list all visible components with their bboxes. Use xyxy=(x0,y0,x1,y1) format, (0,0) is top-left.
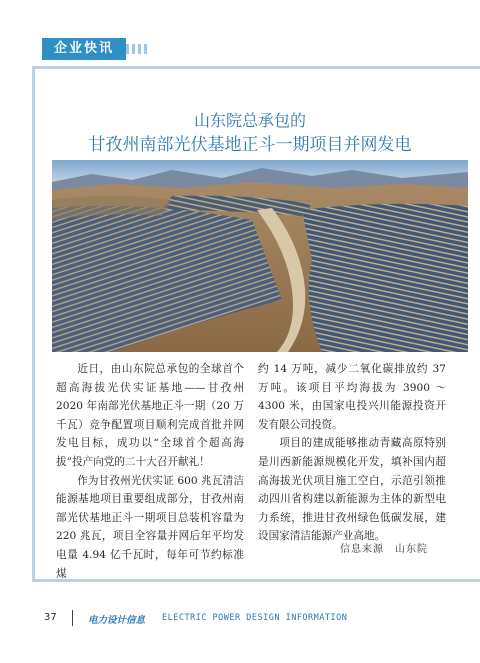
section-tag: 企业快讯 xyxy=(42,38,126,60)
article-title-line2: 甘孜州南部光伏基地正斗一期项目并网发电 xyxy=(88,135,412,155)
page-footer xyxy=(40,612,460,628)
article-column-right xyxy=(258,360,446,546)
article-paragraph: 项目的建成能够推动青藏高原特别是川西新能源规模化开发，填补国内超高海拔光伏项目施工空白，示范引领推动四川省构建以新能源为主体的新型电力系统，推进甘孜州绿色低碳发展，建设国家清洁能源产业高地。 xyxy=(258,437,446,543)
article-paragraph: 作为甘孜州光伏实证 600 兆瓦清洁能源基地项目重要组成部分，甘孜州南部光伏基地正斗一期项目总装机容量为 220 兆瓦，项目全容量并网后年平均发电量 4.94 亿千瓦时，每年可节约标准煤 xyxy=(56,474,244,580)
solar-farm-photo xyxy=(52,160,468,352)
page-number: 37 xyxy=(44,612,57,623)
magazine-name-cn: 电力设计信息 xyxy=(88,615,146,626)
footer-divider xyxy=(72,610,73,626)
article-title-line1: 山东院总承包的 xyxy=(193,111,306,130)
section-tag-decoration xyxy=(126,44,148,54)
article-paragraph-continued: 约 14 万吨，减少二氧化碳排放约 37 万吨。该项目平均海拔为 3900 ～ 4300 米，由国家电投兴川能源投资开发有限公司投资。 xyxy=(258,363,446,431)
article-column-left xyxy=(56,360,244,583)
article-source: 信息来源 山东院 xyxy=(340,544,428,555)
article-paragraph: 近日，由山东院总承包的全球首个超高海拔光伏实证基地——甘孜州 2020 年南部光伏基地正斗一期（20 万千瓦）竞争配置项目顺利完成首批并网发电目标，成功以“全球首个超高海拔”投产向党的二十大召开献礼！ xyxy=(56,363,244,468)
magazine-name-en: ELECTRIC POWER DESIGN INFORMATION xyxy=(162,613,348,623)
